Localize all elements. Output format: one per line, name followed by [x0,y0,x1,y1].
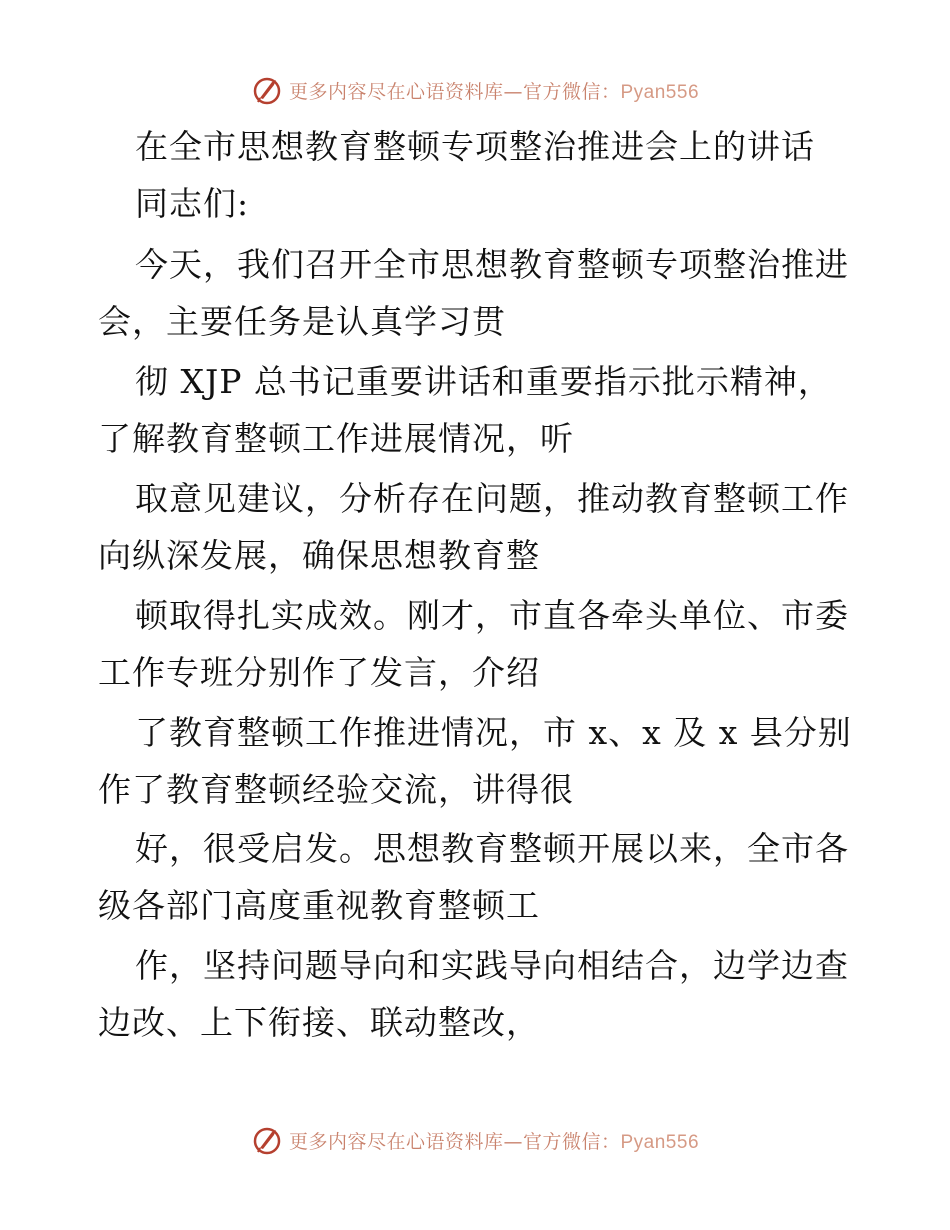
watermark-group [251,1124,699,1156]
text-line: 作了教育整顿经验交流，讲得很 [98,770,574,809]
watermark-group [251,74,699,106]
text-line: 好，很受启发。思想教育整顿开展以来，全市各 [135,829,849,868]
document-title: 在全市思想教育整顿专项整治推进会上的讲话 [135,127,815,166]
header-watermark [0,70,950,110]
watermark-text: 更多内容尽在心语资料库—官方微信：Pyan556 [288,1130,700,1153]
text-line: 了解教育整顿工作进展情况，听 [98,419,574,458]
salutation: 同志们: [135,184,250,223]
watermark-text: 更多内容尽在心语资料库—官方微信：Pyan556 [288,80,700,103]
text-line: 取意见建议，分析存在问题，推动教育整顿工作 [135,479,849,518]
text-line: 顿取得扎实成效。刚才，市直各牵头单位、市委 [135,596,849,635]
text-line: 了教育整顿工作推进情况，市 x、x 及 x 县分别 [135,713,852,752]
text-line: 会，主要任务是认真学习贯 [98,302,506,341]
text-line: 作，坚持问题导向和实践导向相结合，边学边查 [135,946,849,985]
text-line: 向纵深发展，确保思想教育整 [98,536,540,575]
footer-watermark [0,1120,950,1160]
text-line: 彻 XJP 总书记重要讲话和重要指示批示精神， [135,362,832,401]
text-line: 工作专班分别作了发言，介绍 [98,653,540,692]
text-line: 级各部门高度重视教育整顿工 [98,886,540,925]
text-line: 今天，我们召开全市思想教育整顿专项整治推进 [135,245,849,284]
text-line: 边改、上下衔接、联动整改， [98,1003,540,1042]
quill-logo-icon [251,74,283,106]
quill-logo-icon [251,1124,283,1156]
